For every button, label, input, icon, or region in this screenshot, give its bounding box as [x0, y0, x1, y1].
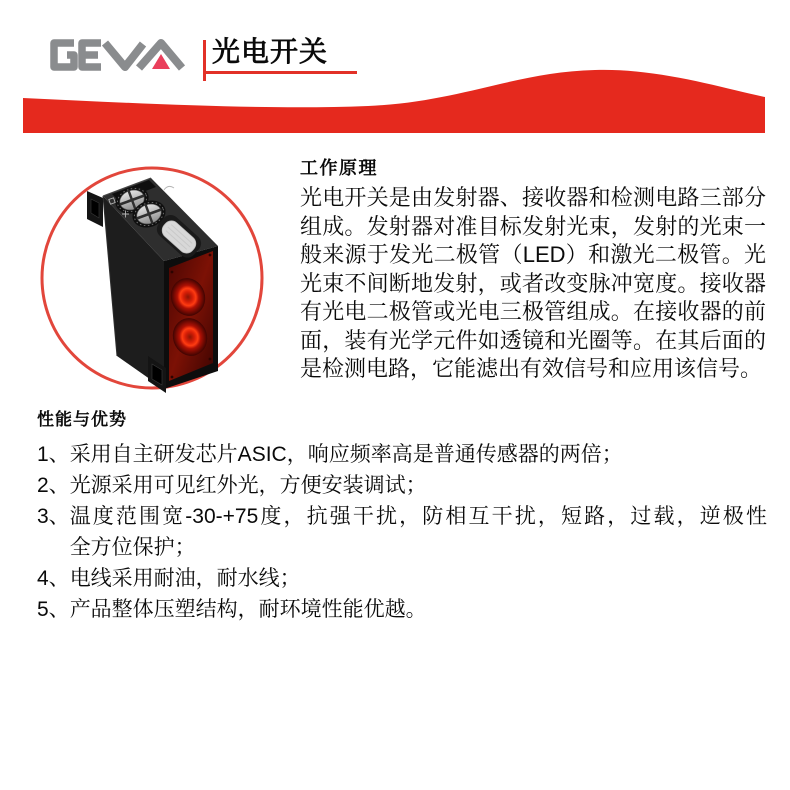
feature-text: 采用自主研发芯片ASIC，响应频率高是普通传感器的两倍； [69, 443, 623, 466]
principle-line: 光束不间断地发射，或者改变脉冲宽度。接收器 [300, 270, 766, 296]
feature-number: 3、 [37, 505, 70, 528]
principle-line: 面，装有光学元件如透镜和光圈等。在其后面的 [300, 327, 766, 353]
feature-text: 电线采用耐油，耐水线； [69, 567, 301, 590]
principle-line: 光电开关是由发射器、接收器和检测电路三部分 [300, 185, 766, 210]
feature-number: 5、 [37, 598, 70, 621]
feature-item [37, 563, 767, 594]
features-section [37, 409, 767, 625]
principle-line: 般来源于发光二极管（LED）和激光二极管。光 [300, 242, 766, 267]
working-principle-heading: 工作原理 [300, 158, 378, 178]
page-title: 光电开关 [212, 36, 329, 67]
sensor-top-mount-tab [87, 191, 103, 227]
features-heading: 性能与优势 [37, 410, 127, 429]
feature-text: 温度范围宽-30-+75度，抗强干扰，防相互干扰，短路，过载，逆极性 [69, 505, 767, 528]
product-photo [30, 152, 275, 402]
feature-item [37, 594, 767, 625]
feature-item [37, 439, 767, 470]
red-wave-banner [0, 60, 790, 140]
feature-item [37, 470, 767, 501]
sensor-lens-panel [169, 251, 213, 381]
principle-line: 组成。发射器对准目标发射光束，发射的光束一 [300, 213, 766, 239]
principle-line: 是检测电路，它能滤出有效信号和应用该信号。 [300, 356, 763, 381]
feature-text: 产品整体压塑结构，耐环境性能优越。 [69, 598, 427, 621]
feature-number: 2、 [37, 474, 70, 497]
working-principle-section [300, 157, 766, 384]
feature-item [37, 501, 767, 563]
feature-number: 1、 [37, 443, 70, 466]
feature-number: 4、 [37, 567, 70, 590]
feature-text: 光源采用可见红外光，方便安装调试； [69, 474, 427, 497]
feature-text: 全方位保护； [69, 536, 196, 559]
principle-line: 有光电二极管或光电三极管组成。在接收器的前 [300, 299, 766, 324]
sensor-front-face [164, 246, 218, 389]
